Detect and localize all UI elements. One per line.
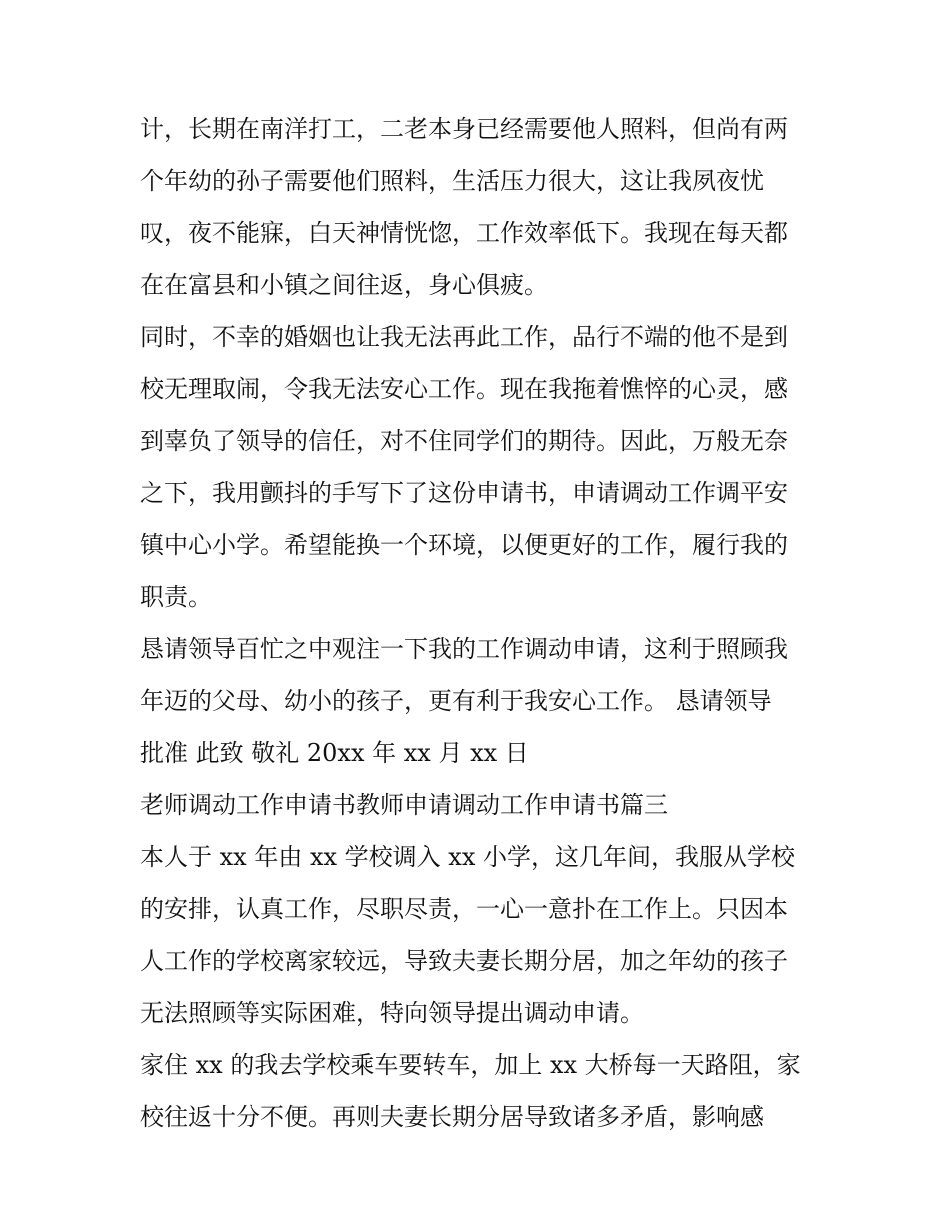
text-line: 在在富县和小镇之间往返，身心俱疲。 bbox=[140, 271, 548, 299]
text-line: 职责。 bbox=[140, 583, 212, 611]
text-line: 的安排，认真工作，尽职尽责，一心一意扑在工作上。只因本 bbox=[140, 895, 788, 923]
text-line: 校往返十分不便。再则夫妻长期分居导致诸多矛盾，影响感 bbox=[140, 1103, 764, 1131]
text-line: 本人于 xx 年由 xx 学校调入 xx 小学，这几年间，我服从学校 bbox=[140, 843, 795, 871]
text-line: 计，长期在南洋打工，二老本身已经需要他人照料，但尚有两 bbox=[140, 115, 788, 143]
text-line: 叹，夜不能寐，白天神情恍惚，工作效率低下。我现在每天都 bbox=[140, 219, 788, 247]
document-body bbox=[140, 103, 820, 1143]
text-line: 同时，不幸的婚姻也让我无法再此工作，品行不端的他不是到 bbox=[140, 323, 788, 351]
text-line: 之下，我用颤抖的手写下了这份申请书，申请调动工作调平安 bbox=[140, 479, 788, 507]
text-line: 恳请领导百忙之中观注一下我的工作调动申请，这利于照顾我 bbox=[140, 635, 788, 663]
section-heading: 老师调动工作申请书教师申请调动工作申请书篇三 bbox=[140, 791, 668, 819]
text-line: 无法照顾等实际困难，特向领导提出调动申请。 bbox=[140, 999, 644, 1027]
text-line: 校无理取闹，令我无法安心工作。现在我拖着憔悴的心灵，感 bbox=[140, 375, 788, 403]
text-line: 到辜负了领导的信任，对不住同学们的期待。因此，万般无奈 bbox=[140, 427, 788, 455]
text-line: 家住 xx 的我去学校乘车要转车，加上 xx 大桥每一天路阻，家 bbox=[140, 1051, 801, 1079]
text-line: 批准 此致 敬礼 20xx 年 xx 月 xx 日 bbox=[140, 739, 529, 767]
text-line: 镇中心小学。希望能换一个环境，以便更好的工作，履行我的 bbox=[140, 531, 788, 559]
text-line: 人工作的学校离家较远，导致夫妻长期分居，加之年幼的孩子 bbox=[140, 947, 788, 975]
text-line: 个年幼的孙子需要他们照料，生活压力很大，这让我夙夜忧 bbox=[140, 167, 764, 195]
text-line: 年迈的父母、幼小的孩子，更有利于我安心工作。 恳请领导 bbox=[140, 687, 772, 715]
